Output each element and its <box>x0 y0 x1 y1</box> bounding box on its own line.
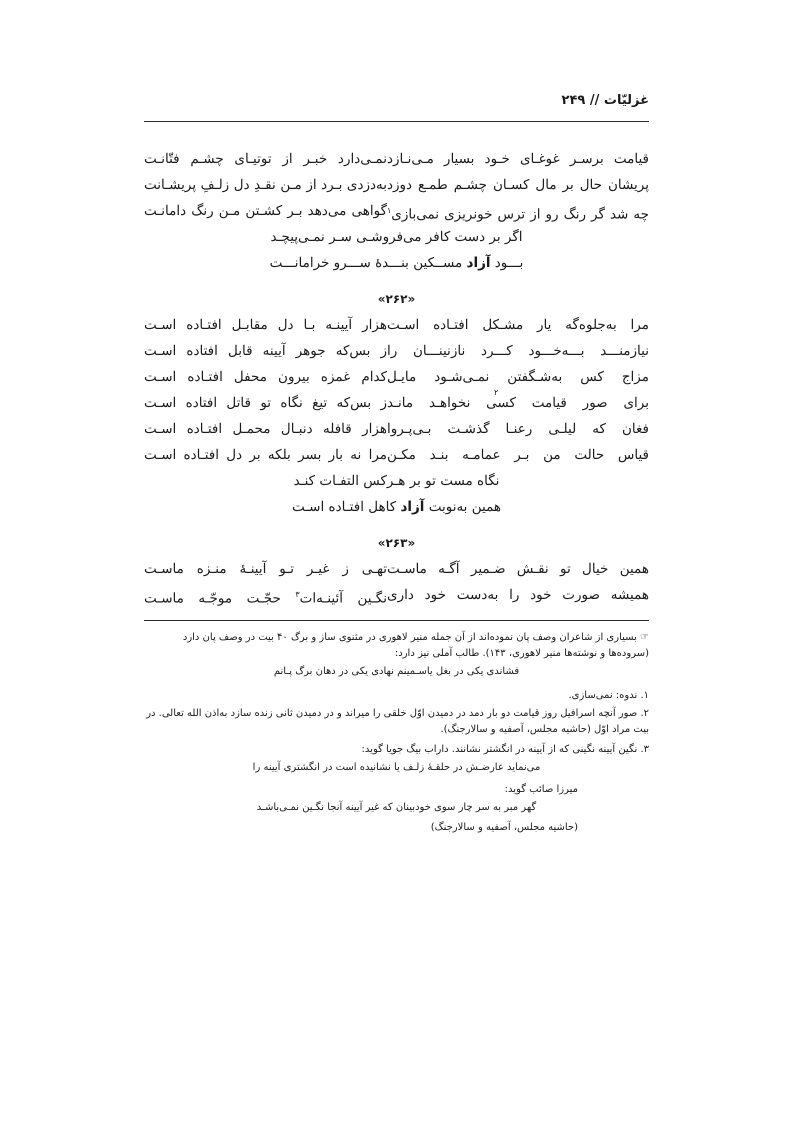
closing-verse: نگاه مست تو بر هـرکس التفـات کنـد <box>293 473 500 489</box>
couplet <box>144 390 649 416</box>
hemistich-second: نگـین آئینـه‌ات$^۳$ حجّـت موجّـه ماسـت <box>144 590 387 607</box>
couplet <box>144 364 649 390</box>
hemistich-first: پریشان حال بر مال کسـان چشـم طمـع دوزد <box>387 177 649 193</box>
footnote-verse: فشاندی یکی در بغل یاسـمینم نهادی یکی در دهان برگ پـانم <box>273 666 520 677</box>
ghazal-number: «۲۶۳» <box>377 536 416 550</box>
poet-name: آزاد <box>400 499 425 515</box>
couplet <box>144 338 649 364</box>
hemistich-first: مرا به‌جلوه‌گه یار مشـکل افتـاده اسـت <box>387 317 649 333</box>
couplet <box>144 172 649 198</box>
couplet <box>144 146 649 172</box>
footnote-verse: گهر مبر به سر چار سوی خودبینان که غیر آیینه آنجا نگـین نمـی‌باشـد <box>256 802 537 813</box>
hemistich-first: همین خیال تو نقـش ضـمیر آگـه ماسـت <box>387 561 649 577</box>
footnote-marker: ۱ <box>387 206 392 215</box>
ghazal-number: «۲۶۲» <box>377 292 416 306</box>
hemistich-second: ز بس‌که تیغ نگاه تو قاتل افتاده اسـت <box>144 395 387 411</box>
hemistich-first: برای صور قیامت کسی نخواهـد مانـد <box>387 395 649 411</box>
footnote-3: ۳. نگین آیینه نگینی که از آیینه در انگشتر نشانند. داراب بیگ جویا گوید: <box>361 744 649 755</box>
hemistich-first: چه شد گر رنگ رو از ترس خونریزی نمی‌بازی$^۱$ <box>387 206 649 223</box>
closing-verse: اگر بر دست کافر می‌فروشـی سـر نمـی‌پیچـد <box>270 229 523 245</box>
hemistich-first: قیامت برسـر غوغـای خـود بسیار مـی‌نـازد <box>387 151 649 167</box>
hemistich-second: هزار آیینـه بـا دل مقابـل افتـاده اسـت <box>144 317 387 333</box>
hemistich-first: نیازمنـــد بـــه‌خـــود کـــرد نازنینـــان را <box>387 343 649 359</box>
hemistich-first: همیشه صورت خود را به‌دست خود داری <box>387 587 649 603</box>
hemistich-second: هزار قافله دنبـال محمـل افتـاده اسـت <box>144 421 387 437</box>
footnote-marker: ۳ <box>295 590 300 599</box>
footnote-marker: ۲ <box>494 388 499 397</box>
footnote-intro: میرزا صائب گوید: <box>504 784 578 795</box>
footnote-1: ۱. ندوه: نمی‌سازی. <box>568 690 649 701</box>
poet-name: آزاد <box>466 255 491 271</box>
couplet <box>144 442 649 468</box>
couplet <box>144 312 649 338</box>
hemistich-second: ز بس‌که جوهر آیینه قابل افتاده اسـت <box>144 343 387 359</box>
couplet <box>144 582 649 608</box>
hemistich-second: تهـی ز غیـر تـو آیینـهٔ منـزه ماسـت <box>144 561 387 577</box>
hemistich-first: فغان که لیلـی رعنـا گذشـت بـی‌پـروا <box>387 421 649 437</box>
footnote-2: ۲. صور آنچه اسرافیل روز قیامت دو بار دمد در دمیدن اوّل خلقی را میراند و در دمیدن ثانی زنده سازد به‌اذن الله تعالی. در بیت مراد اوّل (حاشیه مجلس، آصفیه و سالارجنگ). <box>146 708 649 735</box>
hemistich-second: نمـی‌دارد خبـر از توتیـای چشـم فتّانـت <box>144 151 387 167</box>
closing-verse-signature: بـــود آزاد مســکین بنـــدهٔ ســـرو خرامانـــت <box>269 255 524 271</box>
header-rule <box>144 121 649 122</box>
hemistich-second: به‌دزدی بـرد از مـن نقـدِ دل زلـفِ پریشـانت <box>144 177 387 193</box>
hemistich-first: مزاج کس به‌شـگفتن نمـی‌شـود مایـل <box>387 369 649 385</box>
hemistich-first: قیاس حالت من بـر عمامـه بنـد مکـن <box>387 447 649 463</box>
couplet <box>144 416 649 442</box>
footnote-verse: می‌نماید عارضـش در حلقـهٔ زلـف یا نشانیده است در انگشتری آیینه را <box>252 762 541 773</box>
closing-verse-signature: همین به‌نوبت آزاد کاهل افتـاده اسـت <box>291 499 502 515</box>
footnote-rule <box>144 620 649 621</box>
hemistich-second: مرا نه بار بسر بلکه بر دل افتـاده اسـت <box>144 447 387 463</box>
couplet <box>144 198 649 224</box>
footnote-star: ☞ بسیاری از شاعران وصف پان نموده‌اند از آن جمله منیر لاهوری در مثنوی ساز و برگ ۴۰ بیت در وصف پان دارد (سروده‌ها و نوشته‌ها منیر لاهوری، ۱۴۳). طالب آملی نیز دارد: <box>182 632 649 659</box>
hemistich-second: گواهی می‌دهد بـر کشـتن مـن رنگ دامانـت <box>144 203 387 219</box>
couplet <box>144 556 649 582</box>
hemistich-second: کدام غمزه بیرون محفل افتـاده اسـت <box>144 369 387 385</box>
running-header: غزلیّات // ۲۴۹ <box>561 93 649 108</box>
footnote-source: (حاشیه مجلس، آصفیه و سالارجنگ) <box>430 822 578 833</box>
